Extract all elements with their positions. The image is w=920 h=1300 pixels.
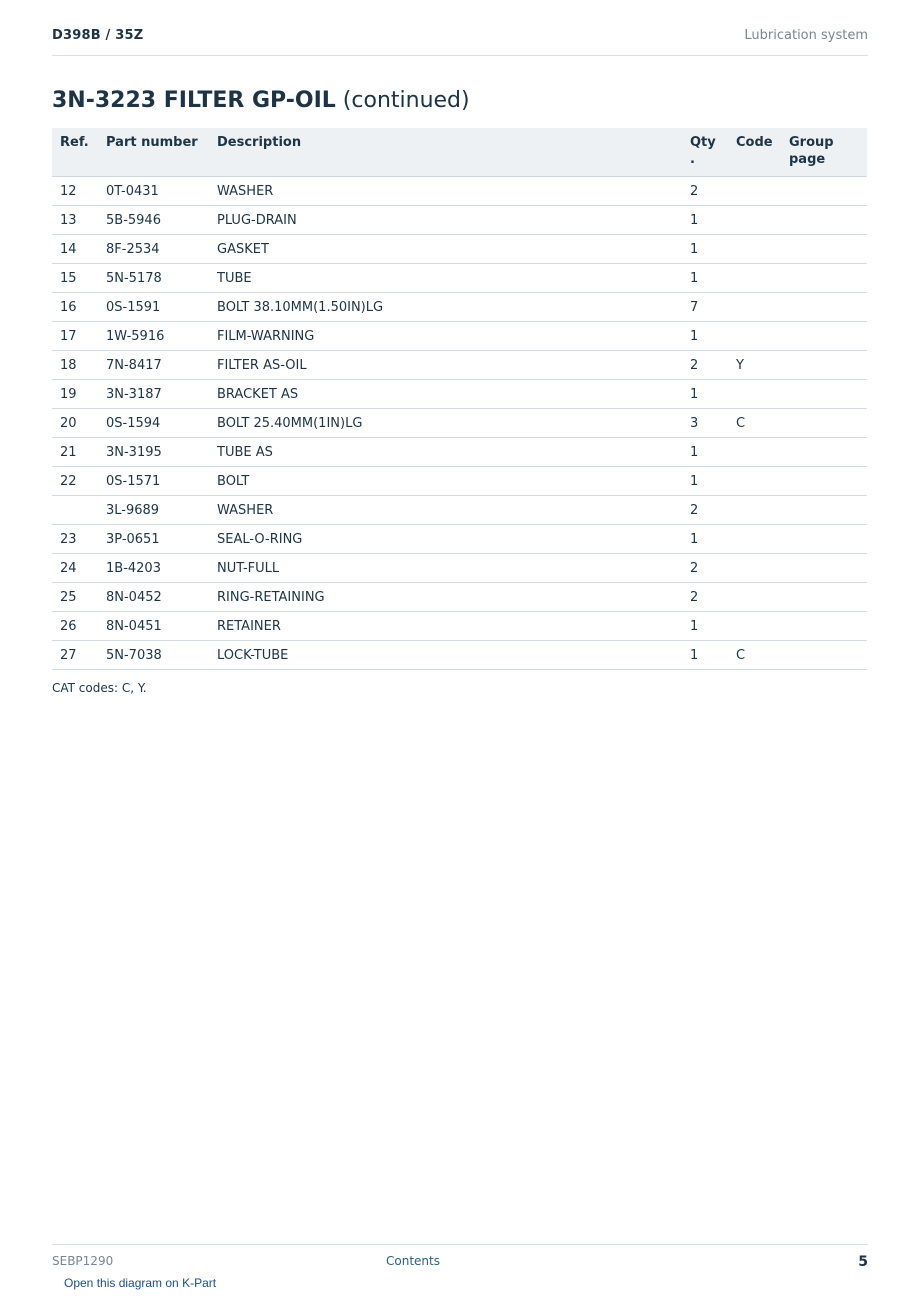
table-row xyxy=(52,583,867,612)
cell-group-page xyxy=(781,612,867,641)
cell-ref xyxy=(52,496,98,525)
cell-code xyxy=(728,177,781,206)
cell-qty: 1 xyxy=(682,467,728,496)
cell-description: LOCK-TUBE xyxy=(209,641,682,670)
cell-group-page xyxy=(781,235,867,264)
cell-qty: 2 xyxy=(682,177,728,206)
cell-code xyxy=(728,380,781,409)
cell-code xyxy=(728,612,781,641)
cell-ref: 24 xyxy=(52,554,98,583)
table-row xyxy=(52,496,867,525)
page-header xyxy=(52,28,868,56)
table-row xyxy=(52,438,867,467)
cell-code xyxy=(728,554,781,583)
table-row xyxy=(52,525,867,554)
cell-qty: 1 xyxy=(682,206,728,235)
title-suffix: (continued) xyxy=(335,88,470,113)
cell-ref: 18 xyxy=(52,351,98,380)
cell-part-number: 7N-8417 xyxy=(98,351,209,380)
document-code: SEBP1290 xyxy=(52,1254,114,1268)
cell-description: FILM-WARNING xyxy=(209,322,682,351)
cell-group-page xyxy=(781,206,867,235)
cell-ref: 23 xyxy=(52,525,98,554)
column-header-code: Code xyxy=(728,128,781,177)
cell-code: Y xyxy=(728,351,781,380)
cell-part-number: 5N-7038 xyxy=(98,641,209,670)
cell-group-page xyxy=(781,641,867,670)
cell-part-number: 8N-0452 xyxy=(98,583,209,612)
cell-part-number: 0S-1594 xyxy=(98,409,209,438)
cell-part-number: 5B-5946 xyxy=(98,206,209,235)
cell-group-page xyxy=(781,380,867,409)
cell-group-page xyxy=(781,351,867,380)
cell-part-number: 1B-4203 xyxy=(98,554,209,583)
cell-code: C xyxy=(728,641,781,670)
cell-code xyxy=(728,235,781,264)
cell-code xyxy=(728,322,781,351)
cell-part-number: 3L-9689 xyxy=(98,496,209,525)
cell-ref: 25 xyxy=(52,583,98,612)
table-row xyxy=(52,467,867,496)
cell-ref: 16 xyxy=(52,293,98,322)
cell-qty: 1 xyxy=(682,641,728,670)
cell-description: FILTER AS-OIL xyxy=(209,351,682,380)
cell-code xyxy=(728,264,781,293)
cell-qty: 2 xyxy=(682,554,728,583)
column-header-qty: Qty . xyxy=(682,128,728,177)
table-row xyxy=(52,380,867,409)
cell-group-page xyxy=(781,409,867,438)
table-row xyxy=(52,554,867,583)
cell-qty: 1 xyxy=(682,264,728,293)
cell-qty: 7 xyxy=(682,293,728,322)
cell-part-number: 0T-0431 xyxy=(98,177,209,206)
cell-code: C xyxy=(728,409,781,438)
cell-code xyxy=(728,438,781,467)
page-number: 5 xyxy=(858,1254,868,1270)
table-row xyxy=(52,206,867,235)
cell-qty: 1 xyxy=(682,612,728,641)
cell-group-page xyxy=(781,554,867,583)
cell-ref: 15 xyxy=(52,264,98,293)
cell-part-number: 3P-0651 xyxy=(98,525,209,554)
table-row xyxy=(52,612,867,641)
cell-ref: 13 xyxy=(52,206,98,235)
cell-description: RETAINER xyxy=(209,612,682,641)
cell-ref: 26 xyxy=(52,612,98,641)
cell-group-page xyxy=(781,467,867,496)
table-row xyxy=(52,409,867,438)
cell-description: WASHER xyxy=(209,496,682,525)
cell-code xyxy=(728,525,781,554)
title-main: 3N-3223 FILTER GP-OIL xyxy=(52,88,336,113)
column-header-part-number: Part number xyxy=(98,128,209,177)
cell-part-number: 5N-5178 xyxy=(98,264,209,293)
cell-ref: 20 xyxy=(52,409,98,438)
cell-ref: 14 xyxy=(52,235,98,264)
table-body xyxy=(52,177,867,670)
cell-code xyxy=(728,583,781,612)
page-title xyxy=(52,88,470,113)
cell-group-page xyxy=(781,525,867,554)
cell-qty: 1 xyxy=(682,380,728,409)
cell-ref: 21 xyxy=(52,438,98,467)
table-row xyxy=(52,351,867,380)
cell-part-number: 0S-1591 xyxy=(98,293,209,322)
cell-ref: 19 xyxy=(52,380,98,409)
cell-group-page xyxy=(781,322,867,351)
table-row xyxy=(52,235,867,264)
cell-ref: 27 xyxy=(52,641,98,670)
cell-part-number: 1W-5916 xyxy=(98,322,209,351)
contents-link[interactable]: Contents xyxy=(386,1254,440,1268)
cell-description: WASHER xyxy=(209,177,682,206)
cell-part-number: 8N-0451 xyxy=(98,612,209,641)
cell-description: BRACKET AS xyxy=(209,380,682,409)
page-footer xyxy=(52,1244,868,1273)
column-header-description: Description xyxy=(209,128,682,177)
cell-description: TUBE xyxy=(209,264,682,293)
cell-part-number: 3N-3187 xyxy=(98,380,209,409)
cell-qty: 1 xyxy=(682,525,728,554)
table-row xyxy=(52,641,867,670)
cell-ref: 12 xyxy=(52,177,98,206)
cell-part-number: 8F-2534 xyxy=(98,235,209,264)
cell-group-page xyxy=(781,496,867,525)
table-header-row xyxy=(52,128,867,177)
cell-code xyxy=(728,496,781,525)
cell-group-page xyxy=(781,293,867,322)
cell-qty: 1 xyxy=(682,438,728,467)
cell-description: TUBE AS xyxy=(209,438,682,467)
table-row xyxy=(52,177,867,206)
kpart-diagram-link[interactable]: Open this diagram on K-Part xyxy=(64,1276,217,1290)
column-header-ref: Ref. xyxy=(52,128,98,177)
cell-group-page xyxy=(781,264,867,293)
cell-description: BOLT 25.40MM(1IN)LG xyxy=(209,409,682,438)
cell-qty: 1 xyxy=(682,322,728,351)
cell-code xyxy=(728,293,781,322)
cell-description: SEAL-O-RING xyxy=(209,525,682,554)
cell-description: NUT-FULL xyxy=(209,554,682,583)
document-id: D398B / 35Z xyxy=(52,28,144,43)
cell-description: GASKET xyxy=(209,235,682,264)
table-row xyxy=(52,264,867,293)
cell-code xyxy=(728,467,781,496)
section-name: Lubrication system xyxy=(744,28,868,43)
cell-group-page xyxy=(781,583,867,612)
cell-qty: 1 xyxy=(682,235,728,264)
cell-part-number: 3N-3195 xyxy=(98,438,209,467)
cell-description: BOLT 38.10MM(1.50IN)LG xyxy=(209,293,682,322)
cell-qty: 2 xyxy=(682,583,728,612)
cell-description: BOLT xyxy=(209,467,682,496)
table-row xyxy=(52,293,867,322)
column-header-group-page: Group page xyxy=(781,128,867,177)
parts-table xyxy=(52,128,867,670)
cat-codes-note: CAT codes: C, Y. xyxy=(52,681,147,695)
cell-group-page xyxy=(781,177,867,206)
cell-ref: 22 xyxy=(52,467,98,496)
cell-qty: 2 xyxy=(682,496,728,525)
cell-qty: 3 xyxy=(682,409,728,438)
cell-description: RING-RETAINING xyxy=(209,583,682,612)
cell-ref: 17 xyxy=(52,322,98,351)
cell-part-number: 0S-1571 xyxy=(98,467,209,496)
table-row xyxy=(52,322,867,351)
cell-description: PLUG-DRAIN xyxy=(209,206,682,235)
cell-group-page xyxy=(781,438,867,467)
cell-qty: 2 xyxy=(682,351,728,380)
cell-code xyxy=(728,206,781,235)
